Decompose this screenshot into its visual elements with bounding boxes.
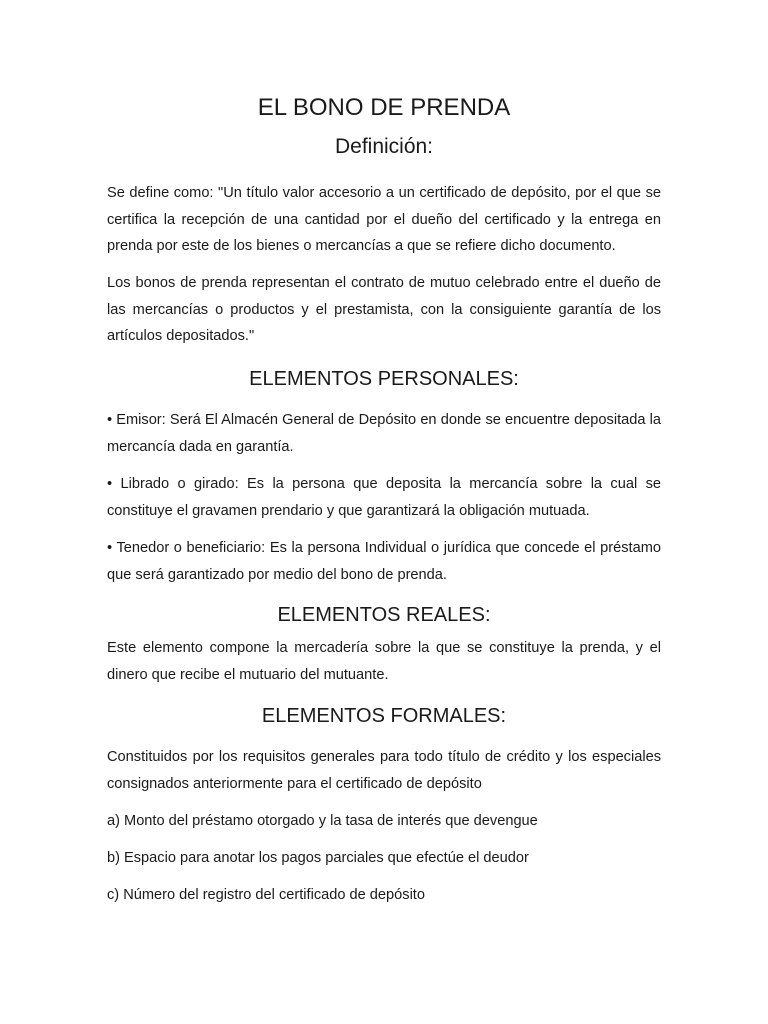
personal-item-tenedor: • Tenedor o beneficiario: Es la persona Individual o jurídica que concede el préstamo que será garantizado por medio del bono de prenda.	[107, 540, 661, 583]
personal-elements-heading: ELEMENTOS PERSONALES:	[249, 368, 519, 390]
document-page	[107, 0, 661, 1024]
personal-item-librado: • Librado o girado: Es la persona que deposita la mercancía sobre la cual se constituye el gravamen prendario y que garantizará la obligación mutuada.	[107, 476, 661, 519]
formal-item-b: b) Espacio para anotar los pagos parciales que efectúe el deudor	[107, 850, 529, 866]
real-elements-heading: ELEMENTOS REALES:	[277, 604, 491, 626]
formal-elements-paragraph: Constituidos por los requisitos generales para todo título de crédito y los especiales consignados anteriormente para el certificado de depósito	[107, 749, 661, 792]
definition-paragraph-2: Los bonos de prenda representan el contrato de mutuo celebrado entre el dueño de las mercancías o productos y el prestamista, con la consiguiente garantía de los artículos depositados."	[107, 275, 661, 345]
personal-item-emisor: • Emisor: Será El Almacén General de Depósito en donde se encuentre depositada la mercancía dada en garantía.	[107, 412, 661, 455]
real-elements-paragraph: Este elemento compone la mercadería sobre la que se constituye la prenda, y el dinero que recibe el mutuario del mutuante.	[107, 640, 661, 683]
formal-item-a: a) Monto del préstamo otorgado y la tasa de interés que devengue	[107, 813, 538, 829]
formal-elements-heading: ELEMENTOS FORMALES:	[261, 705, 507, 727]
definition-paragraph-1: Se define como: "Un título valor accesorio a un certificado de depósito, por el que se certifica la recepción de una cantidad por el dueño del certificado y la entrega en prenda por este de los bienes o mercancías a que se refiere dicho documento.	[107, 185, 661, 255]
formal-item-c: c) Número del registro del certificado de depósito	[107, 887, 425, 903]
document-title: EL BONO DE PRENDA	[257, 94, 511, 121]
definition-subtitle: Definición:	[334, 135, 434, 158]
